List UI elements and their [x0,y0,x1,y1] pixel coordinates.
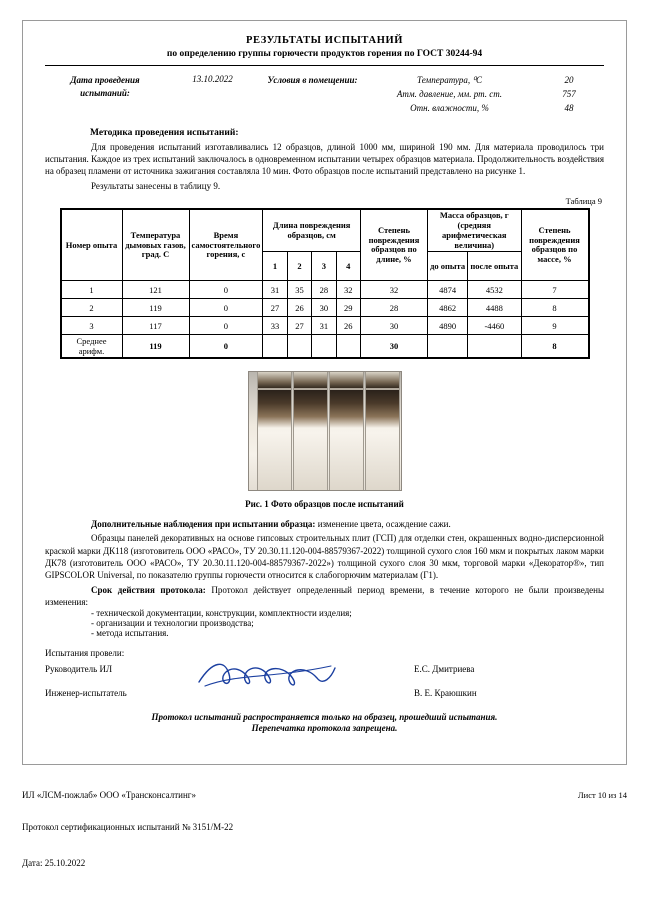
signatures-intro: Испытания провели: [45,648,125,659]
validity-paragraph [45,584,604,608]
table-header-row [61,209,589,252]
cell-average-label: Среднее арифм. [61,335,123,359]
cell-average-degree-mass: 8 [521,335,589,359]
cell-len-3: 30 [312,299,336,317]
observations-line [45,519,604,529]
cell-len-4: 26 [336,317,360,335]
signature-role: Инженер-испытатель [45,688,127,699]
cell-number: 2 [61,299,123,317]
specimen-strip [293,372,328,490]
cell-average-time: 0 [189,335,263,359]
th-mass-before: до опыта [427,252,467,281]
cell-degree-mass: 9 [521,317,589,335]
specimen-tip [294,372,327,388]
cell-number: 3 [61,317,123,335]
specimen-char [258,390,291,428]
cell-len-4: 29 [336,299,360,317]
th-degree-mass: Степень повреждения образцов по массе, % [521,209,589,281]
cell-time: 0 [189,299,263,317]
table-caption: Таблица 9 [565,196,602,207]
footer-top-row [22,790,627,800]
th-mass-after: после опыта [468,252,521,281]
cell-len-1: 27 [263,299,287,317]
cell-degree-length: 30 [360,317,427,335]
cell-len-1: 33 [263,317,287,335]
signature-name: Е.С. Дмитриева [414,664,475,675]
th-len-4: 4 [336,252,360,281]
th-len-3: 3 [312,252,336,281]
footer-organization: ИЛ «ЛСМ-пожлаб» ООО «Трансконсалтинг» [22,790,196,800]
th-degree-length: Степень повреждения образцов по длине, % [360,209,427,281]
th-len-1: 1 [263,252,287,281]
th-length-group: Длина повреждения образцов, см [263,209,361,252]
observations-label: Дополнительные наблюдения при испытании образца: [91,519,316,530]
specimen-tip [258,372,291,388]
specimen-strip [365,372,400,490]
specimen-photo [248,371,402,491]
th-len-2: 2 [287,252,311,281]
cell-temperature: 117 [122,317,189,335]
specimen-strip [329,372,364,490]
cell-len-2: 27 [287,317,311,335]
th-temperature: Температура дымовых газов, град. С [122,209,189,281]
conditions-label: Условия в помещении: [267,75,358,85]
cell-average-temperature: 119 [122,335,189,359]
table-average-row [61,335,589,359]
table-row [61,281,589,299]
cell-degree-length: 32 [360,281,427,299]
specimen-char [330,390,363,428]
signature-role: Руководитель ИЛ [45,664,113,675]
cell-len-3: 31 [312,317,336,335]
param-row [365,88,604,102]
footer-protocol: Протокол сертификационных испытаний № 3151/М-22 [22,822,234,832]
title-divider [45,65,604,66]
observations-text: изменение цвета, осаждение сажи. [315,519,451,530]
cell-len-1: 31 [263,281,287,299]
method-heading: Методика проведения испытаний: [90,127,239,138]
method-paragraph-2: Результаты занесены в таблицу 9. [91,181,221,192]
page-footer [22,790,627,868]
cell-average-mass-after [468,335,521,359]
validity-item: - организации и технологии производства; [91,618,254,629]
footer-sheet: Лист 10 из 14 [577,790,627,800]
specimen-char [366,390,399,428]
validity-label: Срок действия протокола: [91,585,206,595]
cell-degree-length: 28 [360,299,427,317]
cell-len-2: 35 [287,281,311,299]
figure-photo-wrap [45,371,604,491]
cell-average-mass-before [427,335,467,359]
cell-temperature: 121 [122,281,189,299]
page-subtitle: по определению группы горючести продуктов горения по ГОСТ 30244-94 [166,49,483,59]
cell-mass-before: 4862 [427,299,467,317]
param-value: 20 [564,75,574,85]
report-sheet [22,20,627,765]
conditions-params [365,74,604,116]
cell-len-3: 28 [312,281,336,299]
param-row [365,102,604,116]
cell-number: 1 [61,281,123,299]
validity-text: Протокол действует определенный период времени, в течение которого не были произведены изменения: [45,585,605,608]
param-name: Отн. влажности, % [410,102,489,113]
cell-mass-before: 4890 [427,317,467,335]
cell-mass-after: 4532 [468,281,521,299]
results-table [60,208,590,359]
cell-mass-before: 4874 [427,281,467,299]
th-number: Номер опыта [61,209,123,281]
date-label: Дата проведения испытаний: [70,75,140,99]
param-value: 757 [562,88,576,99]
cell-temperature: 119 [122,299,189,317]
footnote-line-1: Протокол испытаний распространяется только на образец, прошедший испытания. [151,712,498,723]
table-row [61,317,589,335]
th-time: Время самостоятельного горения, с [189,209,263,281]
specimen-char [294,390,327,428]
validity-item: - технической документации, конструкции, комплектности изделия; [91,608,352,619]
cell-degree-mass: 7 [521,281,589,299]
cell-len-4: 32 [336,281,360,299]
cell-mass-after: -4460 [468,317,521,335]
cell-time: 0 [189,281,263,299]
cell-average-degree-length: 30 [360,335,427,359]
specimen-tip [366,372,399,388]
signature-mark [195,656,345,690]
param-row [365,74,604,88]
validity-item: - метода испытания. [91,628,169,639]
th-mass-group: Масса образцов, г (средняя арифметическая величина) [427,209,521,252]
signatures-block [45,648,604,698]
param-name: Атм. давление, мм. рт. ст. [396,88,503,99]
footer-date: Дата: 25.10.2022 [22,858,86,868]
param-name: Температура, ⁰С [417,75,482,85]
cell-mass-after: 4488 [468,299,521,317]
cell-average-len-4 [336,335,360,359]
table-row [61,299,589,317]
cell-degree-mass: 8 [521,299,589,317]
test-conditions-block [45,74,604,116]
cell-time: 0 [189,317,263,335]
date-value: 13.10.2022 [192,74,233,84]
page-title: РЕЗУЛЬТАТЫ ИСПЫТАНИЙ [246,35,403,46]
cell-average-len-2 [287,335,311,359]
cell-len-2: 26 [287,299,311,317]
param-value: 48 [564,102,574,113]
footnote-line-2: Перепечатка протокола запрещена. [251,723,398,734]
signature-name: В. Е. Краюшкин [414,688,477,699]
cell-average-len-1 [263,335,287,359]
specimen-strip [257,372,292,490]
figure-caption: Рис. 1 Фото образцов после испытаний [245,499,404,510]
method-paragraph-1: Для проведения испытаний изготавливались 12 образцов, длиной 1000 мм, шириной 190 мм. Для материала проводилось три испытания. Каждое из трех испытаний заключалось в одновременном испытании четырех образцов материала. Продолжительность воздействия на образец пламени от источника зажигания составляла 10 мин. Фото образцов после испытаний представлено на рисунке 1. [45,141,604,177]
cell-average-len-3 [312,335,336,359]
conclusion-paragraph: Образцы панелей декоративных на основе гипсовых строительных плит (ГСП) для отделки стен, окрашенных водно-дисперсионной краской марки ДК118 (изготовитель ООО «РАСО», ТУ 20.30.11.120-004-88579367-2022) толщиной сухого слоя 160 мкм и покрытых лаком марки ДК78 (изготовитель ООО «РАСО», ТУ 20.30.11.120-004-88579367-2022») толщиной сухого слоя 30 мкм, торговой марки «Декоратор®», тип GIPSCOLOR Universal, по показателю группы горючести относится к слабогорючим материалам (Г1). [45,533,604,580]
specimen-tip [330,372,363,388]
